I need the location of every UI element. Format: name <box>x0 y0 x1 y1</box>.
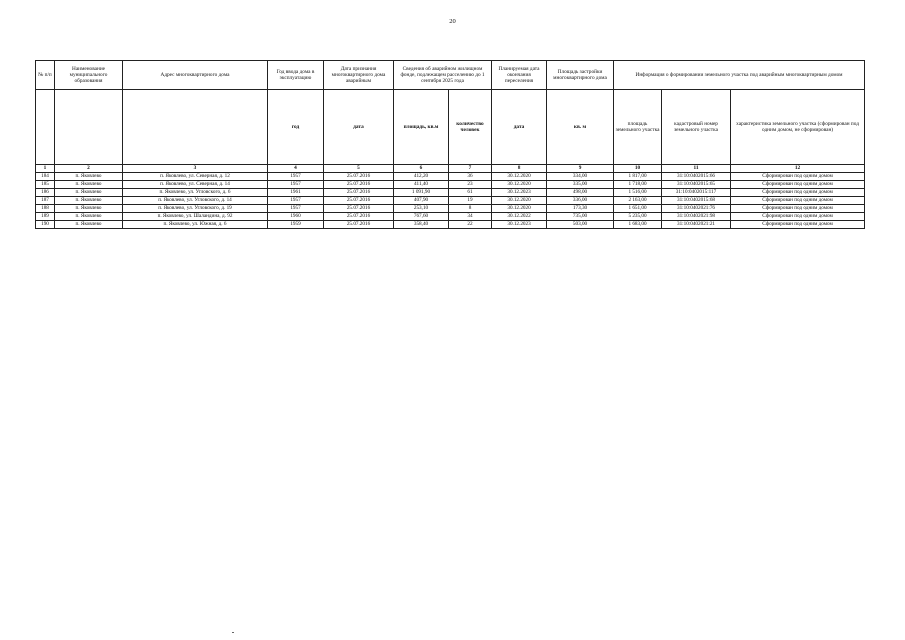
building-area-cell: 334,00 <box>547 173 614 181</box>
row-number: 184 <box>36 173 55 181</box>
unit-area-sqm: площадь, кв.м <box>394 90 449 165</box>
column-number: 9 <box>547 165 614 173</box>
cadastral-number-cell: 31:10:0402015:65 <box>662 181 731 189</box>
row-number: 189 <box>36 213 55 221</box>
land-characteristic-cell: Сформирован под одним домом <box>731 189 865 197</box>
planned-end-cell: 30.12.2020 <box>492 181 547 189</box>
address-cell: п. Яковлево, ул. Угловского, д. 6 <box>123 189 268 197</box>
area-cell: 411,40 <box>394 181 449 189</box>
year-built-cell: 1960 <box>268 213 324 221</box>
table-row <box>36 189 865 197</box>
table-row <box>36 213 865 221</box>
table-row <box>36 181 865 189</box>
address-cell: п. Яковлево, ул. Южная, д. 6 <box>123 221 268 229</box>
unit-year: год <box>268 90 324 165</box>
land-area-cell: 5 235,00 <box>614 213 662 221</box>
header-municipality: Наименование муниципального образования <box>55 61 123 90</box>
header-land-area: площадь земельного участка <box>614 90 662 165</box>
area-cell: 412,20 <box>394 173 449 181</box>
cadastral-number-cell: 31:10:0402015:66 <box>662 173 731 181</box>
unit-people: количество человек <box>449 90 492 165</box>
municipality-cell: п. Яковлево <box>55 221 123 229</box>
people-count-cell: 8 <box>449 205 492 213</box>
land-area-cell: 1 651,00 <box>614 205 662 213</box>
address-cell: п. Яковлево, ул. Северная, д. 12 <box>123 173 268 181</box>
row-number: 185 <box>36 181 55 189</box>
cadastral-number-cell: 31:10:0402015:117 <box>662 189 731 197</box>
column-number: 3 <box>123 165 268 173</box>
land-area-cell: 1 718,00 <box>614 181 662 189</box>
emergency-date-cell: 25.07.2016 <box>324 205 394 213</box>
year-built-cell: 1957 <box>268 181 324 189</box>
building-area-cell: 173,30 <box>547 205 614 213</box>
cadastral-number-cell: 31:10:0402015:68 <box>662 197 731 205</box>
year-built-cell: 1957 <box>268 173 324 181</box>
cadastral-number-cell: 31:10:0402021:76 <box>662 205 731 213</box>
table-row <box>36 221 865 229</box>
municipality-cell: п. Яковлево <box>55 189 123 197</box>
stray-mark <box>232 632 234 633</box>
page-number: 20 <box>449 18 456 25</box>
municipality-cell: п. Яковлево <box>55 173 123 181</box>
address-cell: п. Яковлево, ул. Шаландина, д. 92 <box>123 213 268 221</box>
row-number: 187 <box>36 197 55 205</box>
header-building-area: Площадь застройки многоквартирного дома <box>547 61 614 90</box>
municipality-cell: п. Яковлево <box>55 205 123 213</box>
column-number: 7 <box>449 165 492 173</box>
area-cell: 767,60 <box>394 213 449 221</box>
people-count-cell: 61 <box>449 189 492 197</box>
header-year-built: Год ввода дома в эксплуатацию <box>268 61 324 90</box>
cadastral-number-cell: 31:10:0402021:98 <box>662 213 731 221</box>
column-number: 4 <box>268 165 324 173</box>
building-area-cell: 336,00 <box>547 197 614 205</box>
year-built-cell: 1957 <box>268 197 324 205</box>
emergency-date-cell: 25.07.2016 <box>324 197 394 205</box>
header-num: № п/п <box>36 61 55 90</box>
planned-end-cell: 30.12.2022 <box>492 213 547 221</box>
emergency-date-cell: 25.07.2016 <box>324 221 394 229</box>
land-area-cell: 2 163,00 <box>614 197 662 205</box>
header-land-info: Информация о формировании земельного участка под аварийным многоквартирным домом <box>614 61 865 90</box>
planned-end-cell: 30.12.2023 <box>492 189 547 197</box>
emergency-date-cell: 25.07.2016 <box>324 213 394 221</box>
land-characteristic-cell: Сформирован под одним домом <box>731 173 865 181</box>
row-number: 188 <box>36 205 55 213</box>
header-emergency-date: Дата признания многоквартирного дома аварийным <box>324 61 394 90</box>
emergency-housing-table <box>35 60 865 229</box>
column-number: 8 <box>492 165 547 173</box>
building-area-cell: 503,00 <box>547 221 614 229</box>
people-count-cell: 36 <box>449 173 492 181</box>
emergency-date-cell: 25.07.2016 <box>324 181 394 189</box>
unit-empty-2 <box>55 90 123 165</box>
area-cell: 358,40 <box>394 221 449 229</box>
column-number: 5 <box>324 165 394 173</box>
land-characteristic-cell: Сформирован под одним домом <box>731 213 865 221</box>
people-count-cell: 22 <box>449 221 492 229</box>
address-cell: п. Яковлево, ул. Угловского, д. 19 <box>123 205 268 213</box>
land-characteristic-cell: Сформирован под одним домом <box>731 181 865 189</box>
year-built-cell: 1959 <box>268 221 324 229</box>
table-row <box>36 197 865 205</box>
area-cell: 1 091,90 <box>394 189 449 197</box>
planned-end-cell: 30.12.2020 <box>492 173 547 181</box>
land-area-cell: 1 817,00 <box>614 173 662 181</box>
municipality-cell: п. Яковлево <box>55 181 123 189</box>
land-area-cell: 1 683,00 <box>614 221 662 229</box>
column-number: 11 <box>662 165 731 173</box>
emergency-date-cell: 25.07.2016 <box>324 189 394 197</box>
people-count-cell: 19 <box>449 197 492 205</box>
header-land-char: характеристика земельного участка (сформирован под одним домом, не сформирован) <box>731 90 865 165</box>
unit-date-2: дата <box>492 90 547 165</box>
row-number: 186 <box>36 189 55 197</box>
address-cell: п. Яковлево, ул. Угловского, д. 14 <box>123 197 268 205</box>
address-cell: п. Яковлево, ул. Северная, д. 14 <box>123 181 268 189</box>
emergency-date-cell: 25.07.2016 <box>324 173 394 181</box>
table-row <box>36 205 865 213</box>
column-number-row <box>36 165 865 173</box>
column-number: 6 <box>394 165 449 173</box>
planned-end-cell: 30.12.2020 <box>492 197 547 205</box>
building-area-cell: 335,00 <box>547 181 614 189</box>
header-cadastral: кадастровый номер земельного участка <box>662 90 731 165</box>
year-built-cell: 1961 <box>268 189 324 197</box>
people-count-cell: 34 <box>449 213 492 221</box>
row-number: 190 <box>36 221 55 229</box>
unit-date: дата <box>324 90 394 165</box>
municipality-cell: п. Яковлево <box>55 197 123 205</box>
planned-end-cell: 30.12.2023 <box>492 221 547 229</box>
unit-empty-1 <box>36 90 55 165</box>
people-count-cell: 23 <box>449 181 492 189</box>
land-characteristic-cell: Сформирован под одним домом <box>731 221 865 229</box>
header-planned-end: Планируемая дата окончания переселения <box>492 61 547 90</box>
land-characteristic-cell: Сформирован под одним домом <box>731 197 865 205</box>
building-area-cell: 735,00 <box>547 213 614 221</box>
area-cell: 253,10 <box>394 205 449 213</box>
land-characteristic-cell: Сформирован под одним домом <box>731 205 865 213</box>
land-area-cell: 1 516,00 <box>614 189 662 197</box>
building-area-cell: 498,00 <box>547 189 614 197</box>
column-number: 10 <box>614 165 662 173</box>
column-number: 2 <box>55 165 123 173</box>
year-built-cell: 1957 <box>268 205 324 213</box>
column-number: 12 <box>731 165 865 173</box>
column-number: 1 <box>36 165 55 173</box>
unit-sqm: кв. м <box>547 90 614 165</box>
table-body <box>36 173 865 229</box>
table-row <box>36 173 865 181</box>
header-fund-info: Сведения об аварийном жилищном фонде, подлежащем расселению до 1 сентября 2025 года <box>394 61 492 90</box>
header-address: Адрес многоквартирного дома <box>123 61 268 90</box>
cadastral-number-cell: 31:10:0402021:21 <box>662 221 731 229</box>
planned-end-cell: 30.12.2020 <box>492 205 547 213</box>
unit-empty-3 <box>123 90 268 165</box>
area-cell: 407,90 <box>394 197 449 205</box>
municipality-cell: п. Яковлево <box>55 213 123 221</box>
